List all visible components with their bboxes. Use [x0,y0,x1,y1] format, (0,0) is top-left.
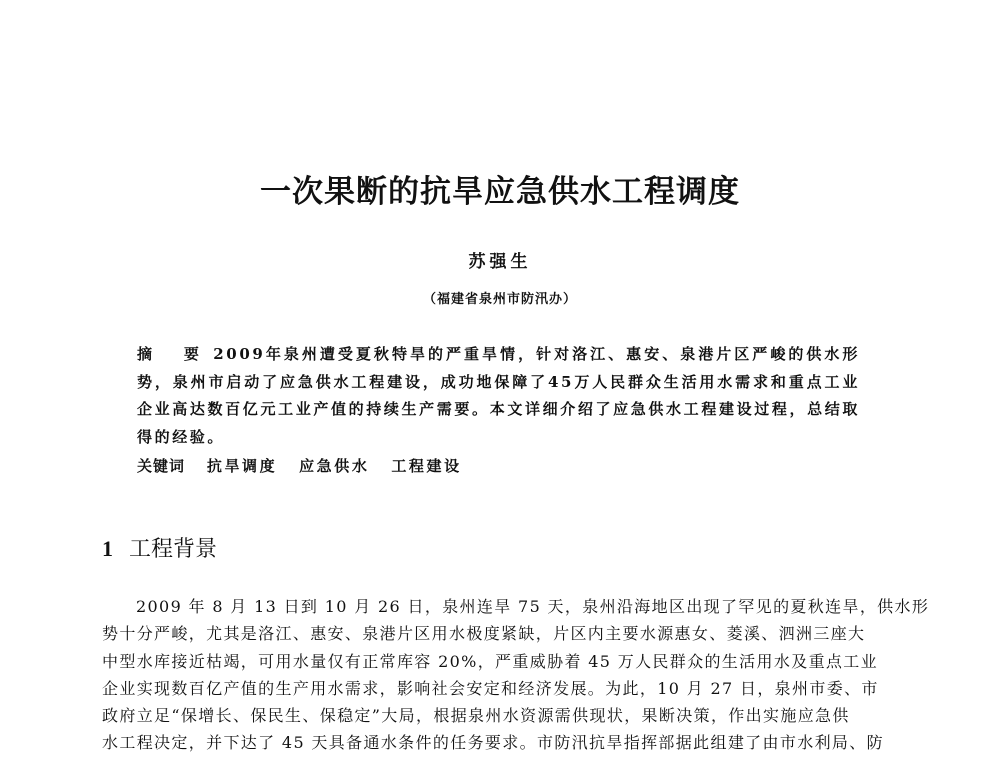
author-name: 苏强生 [468,252,532,272]
keywords [137,453,476,480]
body-line: 2009 年 8 月 13 日到 10 月 26 日，泉州连旱 75 天，泉州沿海地区出现了罕见的夏秋连旱，供水形 [136,597,930,616]
section-heading [102,532,217,563]
body-line: 中型水库接近枯竭，可用水量仅有正常库容 20%，严重威胁着 45 万人民群众的生活用水及重点工业 [102,651,878,671]
author-affiliation: （福建省泉州市防汛办） [422,292,577,307]
keywords-label: 关键词 [137,457,186,475]
keyword: 抗旱调度 [206,457,278,475]
body-line: 政府立足“保增长、保民生、保稳定”大局，根据泉州水资源需供现状，果断决策，作出实施应急供 [102,706,850,726]
keyword: 应急供水 [299,457,370,475]
section-body [102,593,930,757]
body-line: 水工程决定，并下达了 45 天具备通水条件的任务要求。市防汛抗旱指挥部据此组建了由市水利局、防 [102,733,884,753]
body-line: 势十分严峻，尤其是洛江、惠安、泉港片区用水极度紧缺，片区内主要水源惠女、菱溪、泗洲三座大 [102,624,866,644]
abstract-text: 2009年泉州遭受夏秋特旱的严重旱情，针对洛江、惠安、泉港片区严峻的供水形势，泉州市启动了应急供水工程建设，成功地保障了45万人民群众生活用水需求和重点工业企业高达数百亿元工业产值的持续生产需要。本文详细介绍了应急供水工程建设过程，总结取得的经验。 [137,345,860,446]
keyword: 工程建设 [391,457,462,475]
body-line: 企业实现数百亿产值的生产用水需求，影响社会安定和经济发展。为此，10 月 27 日，泉州市委、市 [102,678,879,698]
abstract-label: 摘 要 [137,345,208,363]
abstract [137,341,860,451]
paper-title: 一次果断的抗旱应急供水工程调度 [260,174,740,210]
section-number: 1 [102,536,113,561]
section-title: 工程背景 [129,537,218,562]
